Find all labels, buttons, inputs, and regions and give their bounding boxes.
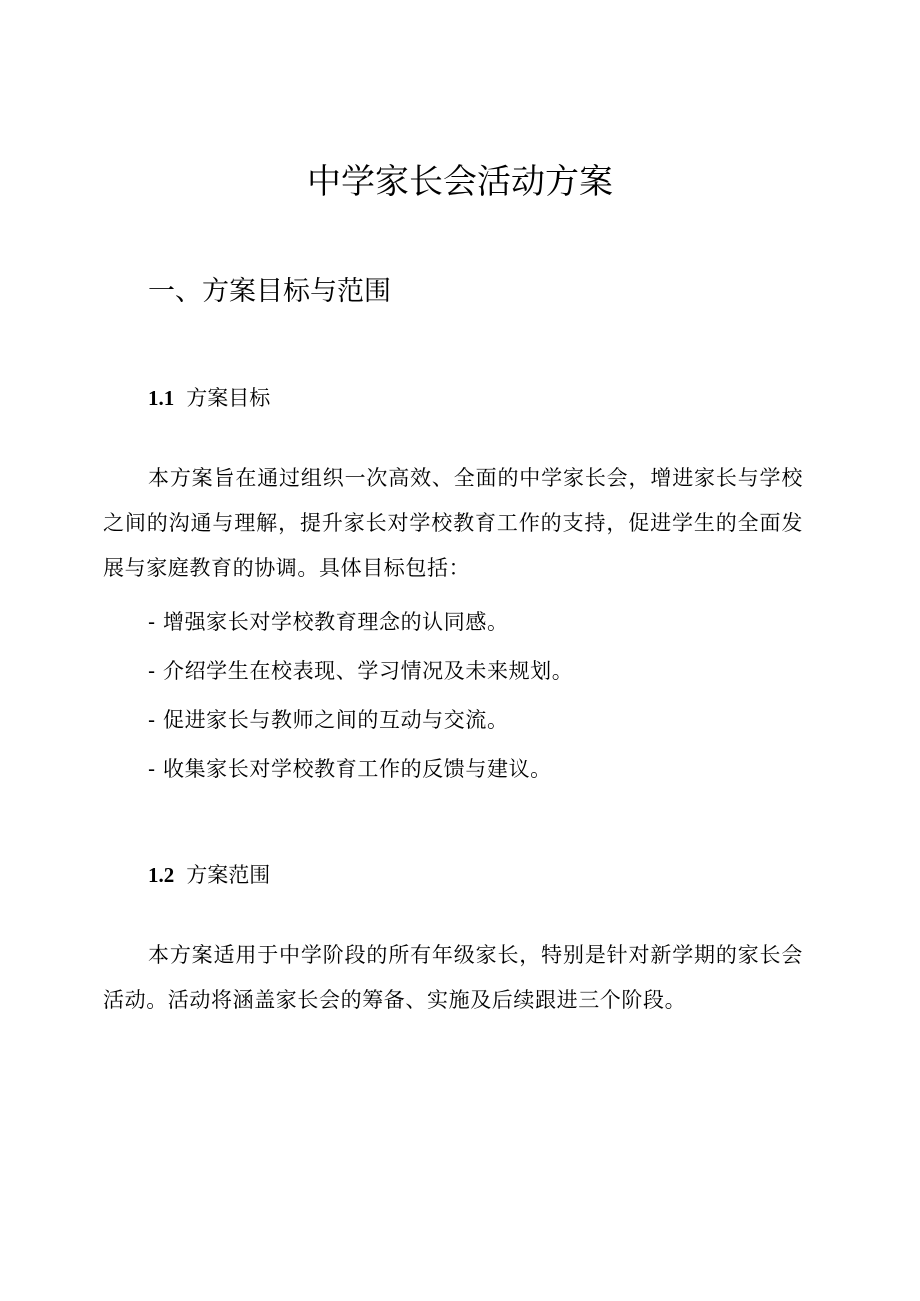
subsection-heading-1-2 — [148, 860, 270, 890]
goal-paragraph: 本方案旨在通过组织一次高效、全面的中学家长会，增进家长与学校之间的沟通与理解，提升家长对学校教育工作的支持，促进学生的全面发展与家庭教育的协调。具体目标包括： — [103, 466, 803, 580]
list-item: - 收集家长对学校教育工作的反馈与建议。 — [148, 757, 552, 781]
list-item: - 促进家长与教师之间的互动与交流。 — [148, 708, 509, 732]
scope-paragraph: 本方案适用于中学阶段的所有年级家长，特别是针对新学期的家长会活动。活动将涵盖家长会的筹备、实施及后续跟进三个阶段。 — [103, 943, 803, 1012]
subsection-title: 方案范围 — [186, 863, 271, 887]
subsection-title: 方案目标 — [186, 386, 271, 410]
subsection-heading-1-1 — [148, 383, 270, 413]
goal-bullet-list — [148, 598, 573, 794]
list-item: - 介绍学生在校表现、学习情况及未来规划。 — [148, 659, 574, 683]
subsection-number: 1.2 — [148, 863, 175, 887]
section-heading-1: 一、方案目标与范围 — [148, 276, 391, 307]
subsection-number: 1.1 — [148, 386, 175, 410]
list-item: - 增强家长对学校教育理念的认同感。 — [148, 610, 509, 634]
document-title: 中学家长会活动方案 — [307, 162, 613, 202]
